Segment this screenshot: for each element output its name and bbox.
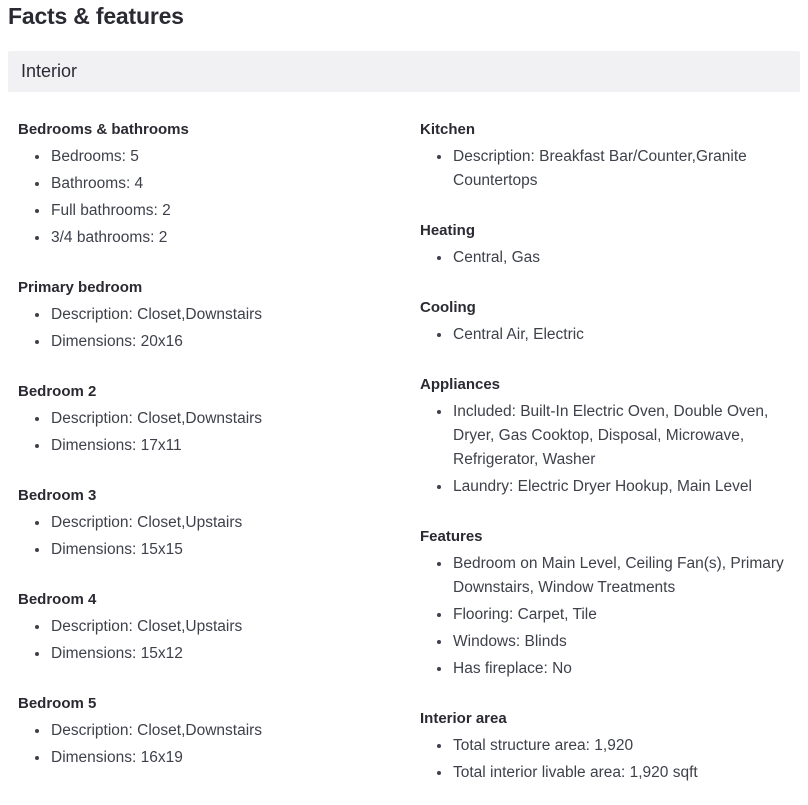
list-item: • Included: Built-In Electric Oven, Double Oven, Dryer, Gas Cooktop, Disposal, Microwave, Refrigerator, Washer — [452, 399, 792, 472]
facts-columns — [8, 120, 800, 787]
facts-section — [420, 298, 792, 347]
list-item: • Description: Closet,Downstairs — [50, 406, 390, 431]
section-heading: Bedroom 2 — [18, 383, 97, 400]
list-item: • Bedrooms: 5 — [50, 144, 390, 169]
facts-section — [18, 590, 390, 666]
section-list — [18, 510, 390, 562]
list-item: • Dimensions: 20x16 — [50, 329, 390, 354]
facts-section — [420, 709, 792, 785]
list-item: • Has fireplace: No — [452, 656, 792, 681]
section-list — [420, 144, 792, 193]
section-heading: Bedroom 3 — [18, 487, 97, 504]
list-item: • Bedroom on Main Level, Ceiling Fan(s), Primary Downstairs, Window Treatments — [452, 551, 792, 600]
list-item: • Laundry: Electric Dryer Hookup, Main Level — [452, 474, 792, 499]
section-heading: Kitchen — [420, 121, 476, 138]
list-item: • Dimensions: 15x15 — [50, 537, 390, 562]
facts-section — [420, 375, 792, 499]
facts-column-right — [404, 120, 800, 787]
facts-section — [420, 527, 792, 681]
section-list — [420, 733, 792, 785]
list-item: • Description: Breakfast Bar/Counter,Granite Countertops — [452, 144, 792, 193]
list-item: • Windows: Blinds — [452, 629, 792, 654]
section-list — [420, 399, 792, 499]
section-list — [18, 406, 390, 458]
section-heading: Bedroom 5 — [18, 695, 97, 712]
section-list — [420, 551, 792, 681]
section-list — [18, 718, 390, 770]
section-list — [18, 302, 390, 354]
list-item: • Total interior livable area: 1,920 sqft — [452, 760, 792, 785]
list-item: • 3/4 bathrooms: 2 — [50, 225, 390, 250]
list-item: • Description: Closet,Upstairs — [50, 614, 390, 639]
interior-section-header — [8, 51, 800, 92]
section-list — [18, 614, 390, 666]
section-heading: Interior area — [420, 710, 507, 727]
section-heading: Primary bedroom — [18, 279, 143, 296]
list-item: • Central, Gas — [452, 245, 792, 270]
page-title: Facts & features — [8, 3, 184, 29]
section-list — [420, 245, 792, 270]
section-heading: Appliances — [420, 376, 501, 393]
list-item: • Description: Closet,Downstairs — [50, 718, 390, 743]
section-heading: Cooling — [420, 299, 476, 316]
facts-section — [420, 120, 792, 193]
section-heading: Bedrooms & bathrooms — [18, 121, 189, 138]
section-list — [18, 144, 390, 250]
facts-section — [18, 120, 390, 250]
list-item: • Flooring: Carpet, Tile — [452, 602, 792, 627]
list-item: • Central Air, Electric — [452, 322, 792, 347]
facts-column-left — [8, 120, 404, 787]
list-item: • Dimensions: 15x12 — [50, 641, 390, 666]
list-item: • Dimensions: 16x19 — [50, 745, 390, 770]
section-heading: Heating — [420, 222, 476, 239]
list-item: • Bathrooms: 4 — [50, 171, 390, 196]
facts-section — [18, 382, 390, 458]
section-list — [420, 322, 792, 347]
facts-section — [18, 694, 390, 770]
list-item: • Total structure area: 1,920 — [452, 733, 792, 758]
list-item: • Dimensions: 17x11 — [50, 433, 390, 458]
facts-section — [18, 486, 390, 562]
list-item: • Full bathrooms: 2 — [50, 198, 390, 223]
facts-section — [420, 221, 792, 270]
list-item: • Description: Closet,Downstairs — [50, 302, 390, 327]
list-item: • Description: Closet,Upstairs — [50, 510, 390, 535]
interior-section-label: Interior — [21, 61, 78, 81]
section-heading: Bedroom 4 — [18, 591, 97, 608]
facts-section — [18, 278, 390, 354]
section-heading: Features — [420, 528, 483, 545]
